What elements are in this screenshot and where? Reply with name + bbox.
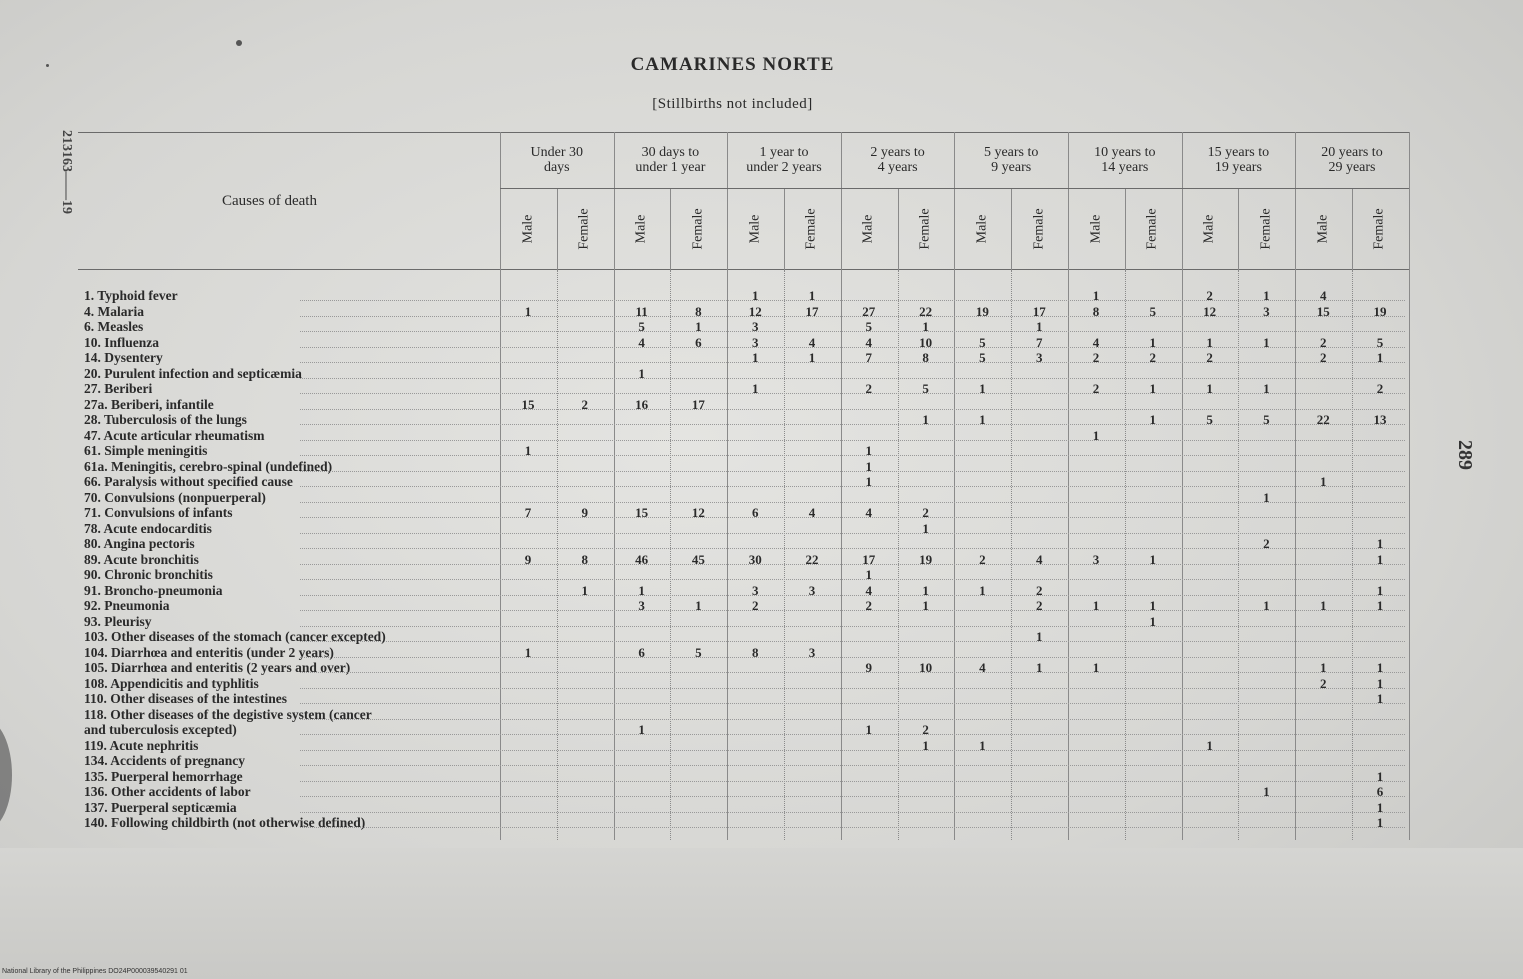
table-cell: 19 xyxy=(975,303,989,319)
table-cell: 3 xyxy=(751,319,759,334)
sex-label: Female xyxy=(917,208,933,250)
table-cell: 1 xyxy=(751,350,759,365)
male-header xyxy=(1182,194,1238,264)
table-cell: 1 xyxy=(922,412,929,427)
sex-label: Male xyxy=(633,214,649,244)
table-cell: 1 xyxy=(1035,319,1043,334)
table-cell: 6 xyxy=(751,505,759,520)
table-cell: 2 xyxy=(979,551,986,567)
table-cell: 1 xyxy=(1376,598,1384,613)
sex-column-dotted-rule xyxy=(1238,270,1239,840)
cause-label: 118. Other diseases of the degistive system (cancer xyxy=(84,706,372,722)
table-cell: 1 xyxy=(1206,334,1213,350)
table-cell: 1 xyxy=(1319,598,1327,613)
age-group-header: 2 years to 4 years xyxy=(870,145,925,175)
table-cell: 12 xyxy=(1203,303,1217,319)
table-cell: 16 xyxy=(635,396,649,412)
age-group-header: 20 years to 29 years xyxy=(1321,145,1383,175)
table-cell: 1 xyxy=(1263,381,1270,396)
group-column-rule xyxy=(1409,132,1410,840)
table-cell: 1 xyxy=(1149,551,1157,567)
table-top-rule xyxy=(78,132,1410,133)
cause-label: 71. Convulsions of infants xyxy=(84,505,233,520)
table-cell: 5 xyxy=(1206,412,1213,427)
table-cell: 45 xyxy=(691,551,705,567)
table-cell: 1 xyxy=(865,567,873,582)
table-cell: 9 xyxy=(524,551,532,567)
cause-label: 92. Pneumonia xyxy=(84,598,170,613)
cause-label: 89. Acute bronchitis xyxy=(84,551,199,567)
table-cell: 1 xyxy=(1376,350,1384,365)
cause-label: 61. Simple meningitis xyxy=(84,443,208,458)
table-cell: 2 xyxy=(1319,675,1327,691)
table-cell: 22 xyxy=(919,303,933,319)
table-cell: 9 xyxy=(865,660,873,675)
row-leader xyxy=(300,750,1405,751)
sex-label: Male xyxy=(1087,214,1103,244)
page-lower-band xyxy=(0,848,1523,979)
male-header xyxy=(1068,194,1124,264)
cause-label: 27. Beriberi xyxy=(84,381,153,396)
scan-footer: National Library of the Philippines DO24P000039540291 01 xyxy=(2,968,188,975)
cause-label: 78. Acute endocarditis xyxy=(84,520,212,536)
table-cell: 1 xyxy=(1319,474,1327,489)
margin-shadow xyxy=(0,720,12,830)
table-cell: 4 xyxy=(865,582,873,598)
female-header xyxy=(1238,194,1294,264)
table-cell: 1 xyxy=(1092,288,1100,303)
table-cell: 2 xyxy=(1319,350,1327,365)
table-cell: 1 xyxy=(1376,691,1384,706)
table-cell: 4 xyxy=(808,505,816,520)
table-cell: 3 xyxy=(1092,551,1100,567)
table-cell: 7 xyxy=(865,350,873,365)
table-cell: 8 xyxy=(922,350,929,365)
cause-label: 4. Malaria xyxy=(84,303,144,319)
table-cell: 1 xyxy=(1035,660,1043,675)
row-leader xyxy=(300,765,1405,766)
table-cell: 1 xyxy=(1149,613,1157,629)
table-cell: 4 xyxy=(1035,551,1043,567)
table-cell: 1 xyxy=(1263,288,1270,303)
table-cell: 1 xyxy=(979,737,986,753)
table-cell: 3 xyxy=(808,644,816,660)
male-header xyxy=(500,194,556,264)
table-cell: 3 xyxy=(751,582,759,598)
table-cell: 1 xyxy=(979,381,986,396)
table-cell: 2 xyxy=(922,722,929,737)
table-cell: 27 xyxy=(862,303,876,319)
table-cell: 1 xyxy=(808,350,816,365)
age-group-header: 30 days to under 1 year xyxy=(635,145,706,175)
table-cell: 1 xyxy=(1149,381,1157,396)
table-cell: 1 xyxy=(1376,815,1384,830)
table-cell: 1 xyxy=(1376,799,1384,815)
table-cell: 10 xyxy=(919,660,933,675)
table-cell: 1 xyxy=(865,474,873,489)
row-leader xyxy=(300,657,1405,658)
age-group-header: Under 30 days xyxy=(530,145,584,175)
cause-label: 137. Puerperal septicæmia xyxy=(84,799,237,815)
table-cell: 6 xyxy=(638,644,645,660)
table-cell: 1 xyxy=(1035,629,1043,644)
table-cell: 4 xyxy=(865,505,873,520)
table-cell: 5 xyxy=(979,334,986,350)
cause-label: 140. Following childbirth (not otherwise defined) xyxy=(84,815,366,830)
table-cell: 1 xyxy=(1319,660,1327,675)
table-cell: 2 xyxy=(865,381,873,396)
table-cell: 1 xyxy=(1206,737,1213,753)
sex-label: Male xyxy=(1201,214,1217,244)
table-cell: 1 xyxy=(1206,381,1213,396)
female-header xyxy=(1011,194,1067,264)
row-leader xyxy=(300,827,1405,828)
table-cell: 46 xyxy=(635,551,649,567)
table-cell: 6 xyxy=(1376,784,1384,799)
table-cell: 5 xyxy=(1149,303,1157,319)
table-cell: 1 xyxy=(1376,536,1384,551)
table-cell: 8 xyxy=(1092,303,1100,319)
female-header xyxy=(670,194,726,264)
sex-label: Female xyxy=(1144,208,1160,250)
ink-spot xyxy=(46,64,49,67)
female-header xyxy=(1352,194,1408,264)
table-cell: 1 xyxy=(1376,551,1384,567)
table-cell: 19 xyxy=(1373,303,1387,319)
row-leader xyxy=(300,781,1405,782)
female-header xyxy=(784,194,840,264)
table-cell: 1 xyxy=(524,303,532,319)
table-cell: 2 xyxy=(1092,381,1100,396)
age-group-header: 10 years to 14 years xyxy=(1094,145,1156,175)
table-cell: 1 xyxy=(1263,598,1270,613)
table-cell: 2 xyxy=(1035,582,1043,598)
table-cell: 1 xyxy=(922,520,929,536)
table-cell: 1 xyxy=(1149,598,1157,613)
age-group-header: 15 years to 19 years xyxy=(1207,145,1270,175)
cause-label: 20. Purulent infection and septicæmia xyxy=(84,365,302,381)
cause-label: 47. Acute articular rheumatism xyxy=(84,427,265,443)
male-header xyxy=(954,194,1010,264)
table-cell: 1 xyxy=(922,737,929,753)
table-cell: 1 xyxy=(638,582,645,598)
table-cell: 5 xyxy=(922,381,929,396)
table-cell: 5 xyxy=(865,319,873,334)
table-cell: 5 xyxy=(979,350,986,365)
table-cell: 17 xyxy=(1032,303,1046,319)
cause-label: 103. Other diseases of the stomach (cancer excepted) xyxy=(84,629,386,644)
sex-label: Female xyxy=(690,208,706,250)
table-cell: 4 xyxy=(1092,334,1100,350)
table-cell: 30 xyxy=(748,551,762,567)
table-cell: 12 xyxy=(748,303,762,319)
table-cell: 2 xyxy=(1206,288,1213,303)
table-cell: 8 xyxy=(695,303,702,319)
table-cell: 5 xyxy=(695,644,702,660)
row-leader xyxy=(300,719,1405,720)
table-cell: 15 xyxy=(1316,303,1330,319)
table-cell: 1 xyxy=(865,722,873,737)
table-cell: 17 xyxy=(805,303,819,319)
table-cell: 1 xyxy=(524,443,532,458)
sex-label: Female xyxy=(804,208,819,250)
cause-label: 93. Pleurisy xyxy=(84,613,152,629)
table-cell: 1 xyxy=(1263,334,1270,350)
table-cell: 1 xyxy=(1092,427,1100,443)
table-cell: 2 xyxy=(1035,598,1043,613)
cause-label: 10. Influenza xyxy=(84,334,160,350)
cause-label: 119. Acute nephritis xyxy=(84,737,199,753)
sex-label: Female xyxy=(576,208,592,250)
row-leader xyxy=(300,688,1405,689)
ink-spot xyxy=(236,40,242,46)
row-leader xyxy=(300,409,1405,410)
table-cell: 1 xyxy=(1376,675,1384,691)
table-cell: 17 xyxy=(862,551,876,567)
row-leader xyxy=(300,533,1405,534)
row-leader xyxy=(300,440,1405,441)
table-cell: 1 xyxy=(979,582,986,598)
table-header-rule xyxy=(78,269,1410,270)
table-cell: 4 xyxy=(1319,288,1327,303)
table-cell: 1 xyxy=(751,381,759,396)
sex-label: Male xyxy=(747,214,763,244)
table-cell: 2 xyxy=(1319,334,1327,350)
table-cell: 7 xyxy=(1035,334,1043,350)
table-cell: 3 xyxy=(1035,350,1043,365)
subgroup-rule xyxy=(500,188,1409,189)
page-title: CAMARINES NORTE xyxy=(630,54,835,75)
table-cell: 2 xyxy=(922,505,929,520)
table-cell: 1 xyxy=(1092,660,1100,675)
table-cell: 5 xyxy=(1263,412,1270,427)
row-leader xyxy=(300,626,1405,627)
male-header xyxy=(614,194,670,264)
table-cell: 2 xyxy=(1206,350,1213,365)
male-header xyxy=(841,194,897,264)
table-cell: 1 xyxy=(1092,598,1100,613)
row-leader xyxy=(300,641,1405,642)
table-cell: 5 xyxy=(1376,334,1384,350)
table-cell: 17 xyxy=(691,396,705,412)
page-subtitle: [Stillbirths not included] xyxy=(652,96,813,112)
cause-label: 1. Typhoid fever xyxy=(84,288,178,303)
cause-label: 70. Convulsions (nonpuerperal) xyxy=(84,489,266,505)
female-header xyxy=(1125,194,1181,264)
row-leader xyxy=(300,812,1405,813)
cause-label: 135. Puerperal hemorrhage xyxy=(84,768,243,784)
male-header xyxy=(1295,194,1351,264)
table-cell: 7 xyxy=(524,505,532,520)
table-cell: 4 xyxy=(638,334,645,350)
cause-label: 108. Appendicitis and typhlitis xyxy=(84,675,259,691)
table-cell: 8 xyxy=(581,551,589,567)
table-cell: 15 xyxy=(635,505,649,520)
table-cell: 1 xyxy=(865,458,873,474)
sex-label: Male xyxy=(519,214,535,244)
age-group-header: 5 years to 9 years xyxy=(983,145,1039,175)
table-cell: 15 xyxy=(521,396,535,412)
table-cell: 2 xyxy=(581,396,589,412)
table-cell: 1 xyxy=(695,319,702,334)
table-cell: 1 xyxy=(922,598,929,613)
table-cell: 2 xyxy=(751,598,759,613)
table-cell: 2 xyxy=(865,598,873,613)
table-cell: 2 xyxy=(1376,381,1384,396)
table-cell: 1 xyxy=(1376,582,1384,598)
table-cell: 6 xyxy=(695,334,702,350)
cause-label: 134. Accidents of pregnancy xyxy=(84,753,245,768)
table-cell: 5 xyxy=(638,319,645,334)
cause-label: 90. Chronic bronchitis xyxy=(84,567,213,582)
table-cell: 3 xyxy=(1263,303,1270,319)
table-cell: 2 xyxy=(1149,350,1157,365)
age-group-header: 1 year to under 2 years xyxy=(746,145,822,175)
sex-label: Female xyxy=(1031,208,1047,250)
male-header xyxy=(727,194,783,264)
table-cell: 3 xyxy=(638,598,645,613)
row-leader xyxy=(300,703,1405,704)
female-header xyxy=(898,194,954,264)
cause-label: 6. Measles xyxy=(84,319,144,334)
cause-label: 91. Broncho-pneumonia xyxy=(84,582,223,598)
table-cell: 19 xyxy=(919,551,933,567)
table-cell: 4 xyxy=(865,334,873,350)
cause-label: 105. Diarrhœa and enteritis (2 years and over) xyxy=(84,660,351,675)
table-cell: 2 xyxy=(1263,536,1270,551)
row-leader xyxy=(300,378,1405,379)
table-cell: 13 xyxy=(1373,412,1387,427)
table-cell: 1 xyxy=(1263,784,1270,799)
table-cell: 1 xyxy=(922,319,929,334)
table-cell: 2 xyxy=(1092,350,1100,365)
table-cell: 1 xyxy=(1149,412,1157,427)
table-cell: 1 xyxy=(1376,768,1384,784)
table-cell: 22 xyxy=(1316,412,1330,427)
table-cell: 1 xyxy=(808,288,816,303)
cause-label: and tuberculosis excepted) xyxy=(84,722,237,737)
table-cell: 1 xyxy=(524,644,532,660)
sex-label: Male xyxy=(860,214,876,244)
sex-label: Male xyxy=(974,214,990,244)
female-header xyxy=(557,194,613,264)
sex-label: Female xyxy=(1258,208,1274,250)
table-cell: 4 xyxy=(979,660,986,675)
table-cell: 9 xyxy=(581,505,589,520)
table-cell: 1 xyxy=(638,365,645,381)
table-cell: 22 xyxy=(805,551,819,567)
table-cell: 8 xyxy=(751,644,759,660)
cause-label: 27a. Beriberi, infantile xyxy=(84,396,214,412)
table-cell: 3 xyxy=(751,334,759,350)
sex-label: Female xyxy=(1372,208,1387,250)
table-cell: 1 xyxy=(1263,489,1270,505)
table-cell: 1 xyxy=(695,598,702,613)
causes-header: Causes of death xyxy=(222,193,317,209)
table-cell: 1 xyxy=(865,443,873,458)
table-cell: 1 xyxy=(922,582,929,598)
table-cell: 11 xyxy=(635,303,648,319)
table-cell: 1 xyxy=(638,722,645,737)
side-file-number: 213163——19 xyxy=(59,130,74,214)
cause-label: 80. Angina pectoris xyxy=(84,536,195,551)
cause-label: 61a. Meningitis, cerebro-spinal (undefined) xyxy=(84,458,333,474)
cause-label: 104. Diarrhœa and enteritis (under 2 years) xyxy=(84,644,334,660)
cause-label: 136. Other accidents of labor xyxy=(84,784,251,799)
table-cell: 10 xyxy=(919,334,933,350)
cause-label: 14. Dysentery xyxy=(84,350,163,365)
cause-label: 28. Tuberculosis of the lungs xyxy=(84,412,247,427)
table-cell: 1 xyxy=(1376,660,1384,675)
cause-label: 66. Paralysis without specified cause xyxy=(84,474,293,489)
sex-label: Male xyxy=(1315,214,1331,244)
table-cell: 4 xyxy=(808,334,816,350)
table-cell: 1 xyxy=(979,412,986,427)
table-cell: 3 xyxy=(808,582,816,598)
table-cell: 12 xyxy=(691,505,705,520)
page-number: 289 xyxy=(1454,440,1476,470)
table-cell: 1 xyxy=(581,582,589,598)
table-cell: 1 xyxy=(1149,334,1157,350)
cause-label: 110. Other diseases of the intestines xyxy=(84,691,287,706)
table-cell: 1 xyxy=(751,288,759,303)
